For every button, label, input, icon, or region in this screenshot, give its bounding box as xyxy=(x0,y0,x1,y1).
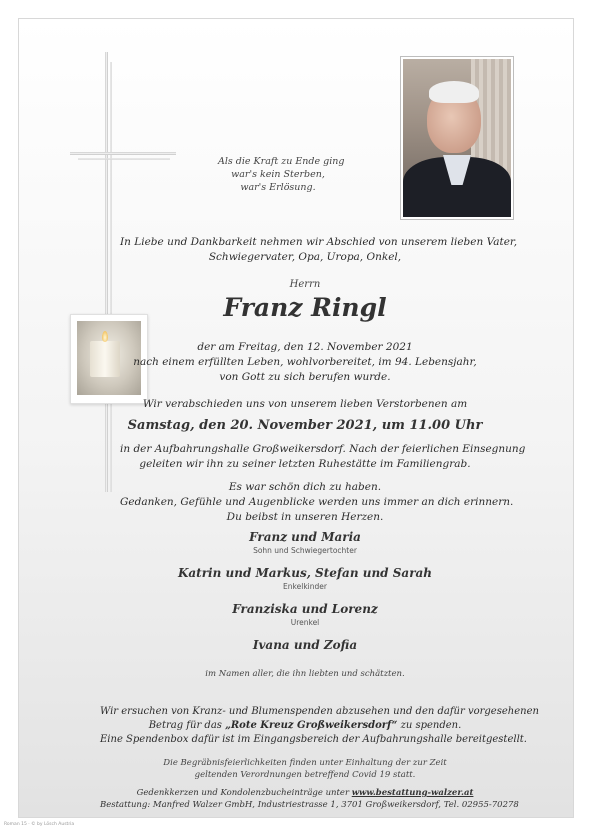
bio-text: der am Freitag, den 12. November 2021 nach einem erfüllten Leben, wohlvorbereitet, im 94. Lebensjahr, von Gott zu sich berufen wurde. xyxy=(133,341,477,383)
print-credit: Roman 15 · © by Lösch Austria xyxy=(4,822,75,827)
family-names: Franz und Maria xyxy=(249,530,361,544)
hall-text: in der Aufbahrungshalle Großweikersdorf. Nach der feierlichen Einsegnung geleiten wir ihn zu seiner letzten Ruhestätte im Familiengrab. xyxy=(120,443,526,470)
covid-note: Die Begräbnisfeierlichkeiten finden unter Einhaltung der zur Zeit geltenden Verordnungen betreffend Covid 19 statt. xyxy=(163,758,447,780)
family-names: Katrin und Markus, Stefan und Sarah xyxy=(177,566,433,580)
funeral-date: Samstag, den 20. November 2021, um 11.00 Uhr xyxy=(127,418,483,433)
family-names: Franziska und Lorenz xyxy=(232,602,378,616)
salutation: Herrn xyxy=(289,279,321,290)
family-role: Sohn und Schwiegertochter xyxy=(253,546,357,555)
contact-info: Gedenkkerzen und Kondolenzbucheinträge unter www.bestattung-walzer.at Bestattung: Manfred Walzer GmbH, Industriestrasse 1, 3701 Großweikersdorf, Tel. 02955-70278 xyxy=(100,788,519,810)
family-names: Ivana und Zofia xyxy=(252,638,358,652)
behalf-text: im Namen aller, die ihn liebten und schätzten. xyxy=(205,669,405,679)
donation-note: Wir ersuchen von Kranz- und Blumenspenden abzusehen und den dafür vorgesehenen Betrag für das „Rote Kreuz Großweikersdorf“ zu spenden. Eine Spendenbox dafür ist im Eingangsbereich der Aufbahrungshalle bereitgestellt. xyxy=(100,706,539,745)
intro-text: In Liebe und Dankbarkeit nehmen wir Abschied von unserem lieben Vater, Schwiegervater, Opa, Uropa, Onkel, xyxy=(120,236,518,263)
family-role: Enkelkinder xyxy=(283,582,327,591)
farewell-text: Wir verabschieden uns von unserem lieben Verstorbenen am xyxy=(142,398,468,410)
deceased-name: Franz Ringl xyxy=(223,293,387,322)
poem: Als die Kraft zu Ende ging war's kein Sterben, war's Erlösung. xyxy=(218,156,345,193)
website-link[interactable]: www.bestattung-walzer.at xyxy=(351,788,474,798)
flame-icon xyxy=(102,331,108,342)
family-role: Urenkel xyxy=(290,618,320,627)
verse-text: Es war schön dich zu haben. Gedanken, Gefühle und Augenblicke werden uns immer an dich erinnern. Du beibst in unseren Herzen. xyxy=(120,481,514,523)
portrait-photo xyxy=(401,57,513,219)
